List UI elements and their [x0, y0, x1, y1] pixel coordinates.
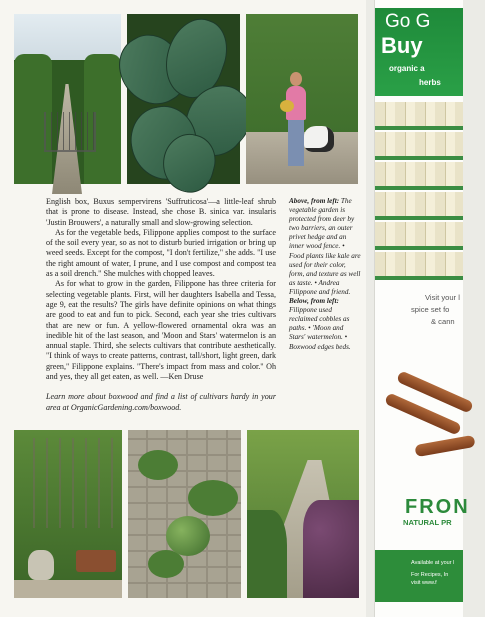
- watermelon: [166, 516, 210, 556]
- trellis: [22, 438, 114, 528]
- ad-visit-line: & cann: [431, 317, 455, 326]
- ad-herbs-text: herbs: [419, 78, 441, 87]
- caption-text-above: The vegetable garden is protected from deer by two barriers, an outer privet hedge and an inner wood fence. • Food plants like kale are used for their color, form, and texture as well as taste. • Andrea Filippone and friend.: [289, 197, 361, 296]
- ad-organic-text: organic a: [389, 64, 425, 73]
- ad-visit-line: spice set fo: [411, 305, 450, 314]
- photo-kale-leaves: [127, 14, 240, 184]
- photo-trellis-garden: [14, 430, 122, 598]
- caption-text-below: Filippone used reclaimed cobbles as paths. • 'Moon and Stars' watermelon. • Boxwood edges beds.: [289, 306, 351, 351]
- article-body: [46, 197, 276, 413]
- caption-heading-above: Above, from left:: [289, 197, 340, 205]
- woman-legs: [288, 120, 304, 166]
- learn-more-link[interactable]: Learn more about boxwood and find a list of cultivars hardy in your area at OrganicGardening.com/boxwood.: [46, 392, 276, 412]
- photo-caption: [289, 197, 361, 352]
- ad-brand-tagline: NATURAL PR: [403, 518, 452, 527]
- garden-bench: [76, 550, 116, 572]
- ad-website-text[interactable]: visit www.f: [411, 580, 437, 586]
- ad-banner: [375, 8, 463, 96]
- urn-planter: [28, 550, 54, 580]
- ad-available-text: Available at your l: [411, 560, 455, 566]
- garden-ground: [14, 580, 122, 598]
- article-paragraph: As for the vegetable beds, Filippone applies compost to the surface of the soil every year, so as not to disturb buried irrigation or bring up weed seeds. Except for the compost, "I don't fertilize," she adds. "I use the right amount of water, I prune, and I use compost and compost tea as a soil drench." She mulches with chopped leaves.: [46, 227, 276, 279]
- photo-hedged-pathway: [14, 14, 121, 184]
- ad-recipes-text: For Recipes, In: [411, 572, 449, 578]
- ad-visit-text: [411, 292, 485, 328]
- photo-woman-and-dog: [246, 14, 358, 184]
- spice-shelf: [375, 252, 463, 280]
- article-paragraph: English box, Buxus sempervirens 'Suffruticosa'—a little-leaf shrub that is prone to disease. Instead, she chose B. sinica var. insularis 'Justin Brouwers', a naturally small and slow-growing selection.: [46, 197, 276, 227]
- garden-gate: [44, 112, 96, 152]
- article-paragraph: As for what to grow in the garden, Filippone has three criteria for selecting vegetable plants. First, will her daughters Isabella and Tessa, age 9, eat the results? The girls have definite opinions on what things are good to eat and fun to pick. Second, each year she tries cultivars that are new or fun. A yellow-flowered ornamental okra was an inedible hit of the last season, and 'Moon and Stars' watermelon is an annual staple. Third, she selects cultivars that contribute aesthetically. "I think of ways to create patterns, contrast, tall/short, light green, dark green," Filippone explains. "There's impact from mass and color." Oh and yes, they all get eaten, as well. —Ken Druse: [46, 279, 276, 382]
- dalmatian-dog: [304, 126, 334, 152]
- cinnamon-stick: [414, 435, 475, 457]
- ad-visit-line: Visit your l: [425, 293, 460, 302]
- spice-shelf: [375, 102, 463, 130]
- melon-vine: [138, 450, 178, 480]
- photo-boxwood-beds: [247, 430, 359, 598]
- ad-headline-go: Go G: [385, 11, 431, 32]
- spice-shelf: [375, 132, 463, 160]
- ad-headline-buy: Buy: [381, 33, 423, 58]
- flower-bouquet: [280, 100, 294, 112]
- photo-watermelon-cobbles: [128, 430, 241, 598]
- advertisement[interactable]: [374, 0, 470, 617]
- purple-plants: [303, 500, 359, 598]
- spice-shelf: [375, 192, 463, 220]
- melon-vine: [188, 480, 238, 516]
- spice-shelf: [375, 162, 463, 190]
- woman-head: [290, 72, 302, 86]
- spice-shelf: [375, 222, 463, 250]
- caption-heading-below: Below, from left:: [289, 297, 339, 306]
- ad-footer-bar: [375, 550, 463, 602]
- ad-brand-logo: FRON: [405, 496, 470, 518]
- boxwood-edging: [247, 510, 287, 598]
